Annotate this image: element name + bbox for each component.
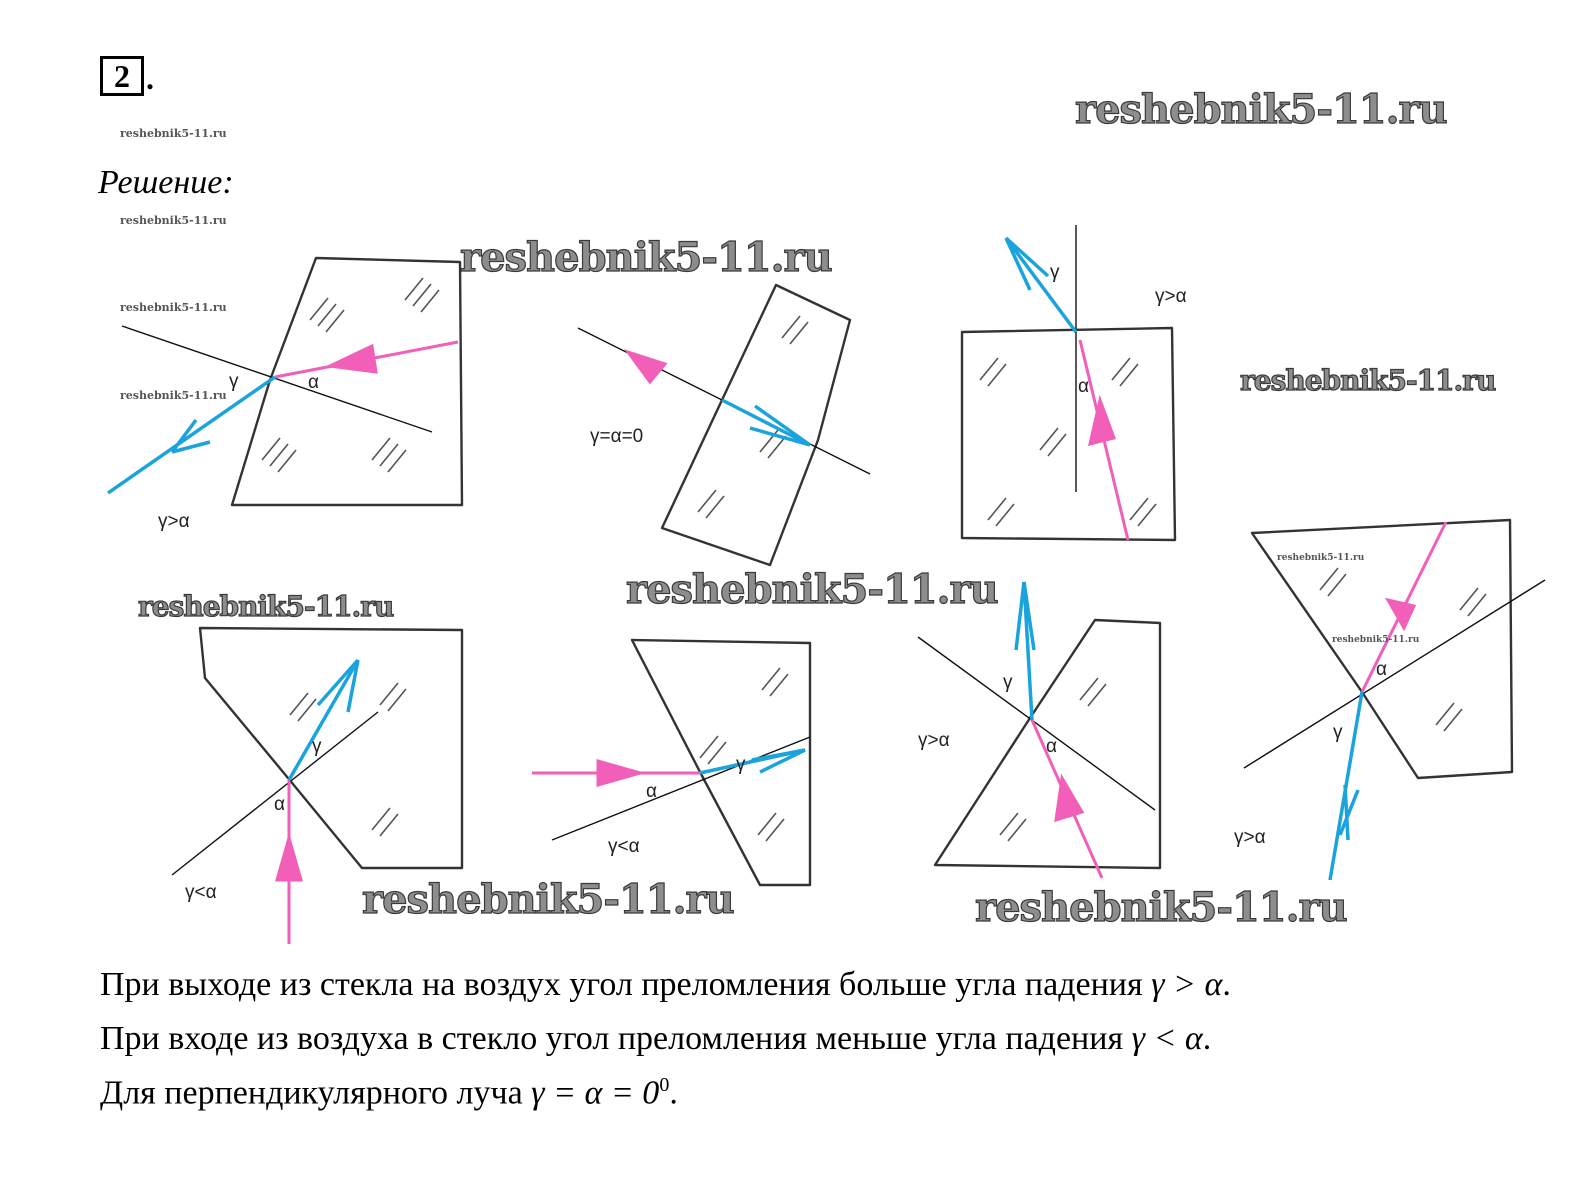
solution-heading: Решение:: [98, 164, 234, 201]
conclusion-2-end: .: [1202, 1020, 1212, 1057]
conclusion-1-end: .: [1222, 966, 1231, 1003]
conclusion-1-text: При выходе из стекла на воздух угол преломления больше угла падения: [100, 966, 1152, 1003]
label-gamma-5: γ: [736, 754, 746, 775]
glass-block-3: [962, 328, 1175, 540]
conclusion-3-formula: γ = α = 0: [531, 1074, 660, 1112]
conclusion-3-end: .: [669, 1074, 678, 1112]
watermark-top-right: reshebnik5-11.ru: [1075, 86, 1447, 133]
conclusion-line-1: [100, 966, 1231, 1004]
conclusion-2-text: При входе из воздуха в стекло угол преломления меньше угла падения: [100, 1020, 1132, 1057]
label-alpha-6: α: [1046, 736, 1057, 757]
conclusion-line-3: [100, 1074, 678, 1112]
conclusion-3-text: Для перпендикулярного луча: [100, 1074, 532, 1112]
conclusion-3-sup: 0: [659, 1074, 670, 1096]
label-gamma-3: γ: [1050, 262, 1060, 283]
label-alpha-4: α: [274, 794, 285, 815]
glass-block-2: [662, 285, 850, 565]
watermark-diagram-1: reshebnik5-11.ru: [460, 234, 832, 281]
label-relation-1: γ>α: [158, 511, 190, 532]
watermark-small-1: reshebnik5-11.ru: [120, 127, 227, 140]
label-alpha-1: α: [308, 372, 319, 393]
watermark-diagram-6: reshebnik5-11.ru: [975, 884, 1347, 931]
watermark-diagram-3: reshebnik5-11.ru: [626, 566, 998, 613]
watermark-diagram-5: reshebnik5-11.ru: [362, 876, 734, 923]
label-gamma-1: γ: [229, 371, 239, 392]
watermark-diagram-2: reshebnik5-11.ru: [1240, 364, 1496, 397]
conclusion-2-formula: γ < α: [1131, 1020, 1203, 1057]
watermark-small-in-diagram-1: reshebnik5-11.ru: [1277, 553, 1365, 563]
label-gamma-7: γ: [1333, 722, 1343, 743]
watermark-small-4: reshebnik5-11.ru: [120, 389, 227, 402]
conclusion-1-formula: γ > α: [1151, 966, 1223, 1003]
task-number-dot: .: [146, 60, 154, 96]
watermark-diagram-4: reshebnik5-11.ru: [138, 590, 394, 623]
label-gamma-4: γ: [312, 736, 322, 757]
label-alpha-5: α: [646, 781, 657, 802]
label-relation-5: γ<α: [608, 836, 640, 857]
glass-block-4: [200, 628, 462, 868]
task-number-box: 2: [100, 56, 144, 96]
conclusion-line-2: [100, 1020, 1211, 1058]
label-gamma-6: γ: [1003, 672, 1013, 693]
watermark-small-in-diagram-2: reshebnik5-11.ru: [1332, 635, 1420, 645]
label-relation-3: γ>α: [1155, 286, 1187, 307]
watermark-small-2: reshebnik5-11.ru: [120, 214, 227, 227]
label-relation-6: γ>α: [918, 730, 950, 751]
label-relation-7: γ>α: [1234, 827, 1266, 848]
label-alpha-3: α: [1078, 376, 1089, 397]
label-relation-4: γ<α: [185, 882, 217, 903]
watermark-small-3: reshebnik5-11.ru: [120, 301, 227, 314]
label-relation-2: γ=α=0: [590, 426, 644, 447]
label-alpha-7: α: [1376, 659, 1387, 680]
